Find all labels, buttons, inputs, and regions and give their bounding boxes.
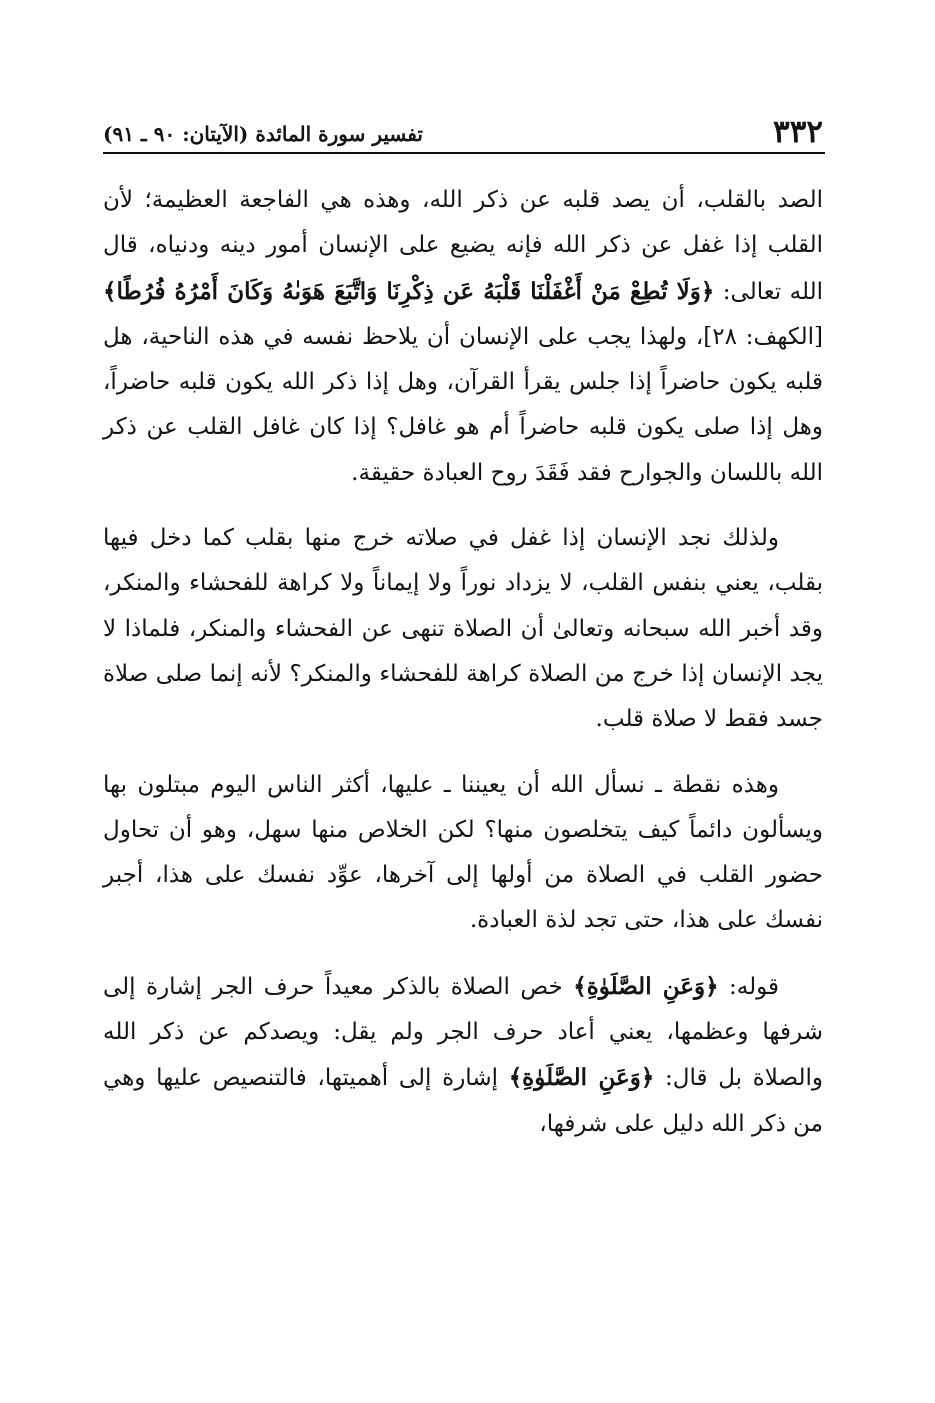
page-number: ٣٣٢ bbox=[773, 114, 823, 150]
paragraph-4 bbox=[103, 964, 823, 1147]
paragraph-4-part-1: قوله: bbox=[718, 973, 779, 1000]
quran-verse-kahf-28: ﴿وَلَا تُطِعْ مَنْ أَغْفَلْنَا قَلْبَهُ عَن ذِكْرِنَا وَاتَّبَعَ هَوَىٰهُ وَكَانَ أَمْرُهُ فُرُطًا﴾ bbox=[103, 277, 715, 305]
paragraph-4-part-2: خص الصلاة بالذكر معيداً حرف الجر إشارة إلى شرفها وعظمها، يعني أعاد حرف الجر ولم يقل: ويصدكم عن ذكر الله والصلاة بل قال: bbox=[103, 973, 823, 1092]
paragraph-1-text-after: [الكهف: ٢٨]، ولهذا يجب على الإنسان أن يلاحظ نفسه في هذه الناحية، هل قلبه يكون حاضراً إذا جلس يقرأ القرآن، وهل إذا ذكر الله يكون قلبه حاضراً، وهل إذا صلى يكون قلبه حاضراً أم هو غافل؟ إذا كان غافل القلب عن ذكر الله باللسان والجوارح فقد فَقَدَ روح العبادة حقيقة. bbox=[103, 323, 824, 486]
paragraph-1-text-before: الصد بالقلب، أن يصد قلبه عن ذكر الله، وهذه هي الفاجعة العظيمة؛ لأن القلب إذا غفل عن ذكر الله فإنه يضيع على الإنسان أمور دينه ودنياه، قال الله تعالى: bbox=[103, 187, 823, 305]
paragraph-1 bbox=[103, 178, 823, 496]
paragraph-3: وهذه نقطة ـ نسأل الله أن يعيننا ـ عليها، أكثر الناس اليوم مبتلون بها ويسألون دائماً كيف يتخلصون منها؟ لكن الخلاص منها سهل، وهو أن تحاول حضور القلب في الصلاة من أولها إلى آخرها، عوِّد نفسك على هذا، أجبر نفسك على هذا، حتى تجد لذة العبادة. bbox=[103, 771, 823, 934]
body-text bbox=[103, 178, 823, 1167]
paragraph-2: ولذلك نجد الإنسان إذا غفل في صلاته خرج منها بقلب كما دخل فيها بقلب، يعني بنفس القلب، لا يزداد نوراً ولا إيماناً ولا كراهة للفحشاء والمنكر، وقد أخبر الله سبحانه وتعالىٰ أن الصلاة تنهى عن الفحشاء والمنكر، فلماذا لا يجد الإنسان إذا خرج من الصلاة كراهة للفحشاء والمنكر؟ لأنه إنما صلى صلاة جسد فقط لا صلاة قلب. bbox=[103, 525, 823, 733]
paragraph-4-part-3: إشارة إلى أهميتها، فالتنصيص عليها وهي من ذكر الله دليل على شرفها، bbox=[103, 1065, 823, 1137]
header-divider bbox=[103, 152, 825, 154]
running-header bbox=[103, 104, 823, 148]
quran-phrase-2: ﴿وَعَنِ الصَّلَوٰةِ﴾ bbox=[508, 1064, 655, 1092]
header-title: تفسير سورة المائدة (الآيتان: ٩٠ ـ ٩١) bbox=[103, 122, 423, 146]
quran-phrase-1: ﴿وَعَنِ الصَّلَوٰةِ﴾ bbox=[573, 972, 719, 1000]
